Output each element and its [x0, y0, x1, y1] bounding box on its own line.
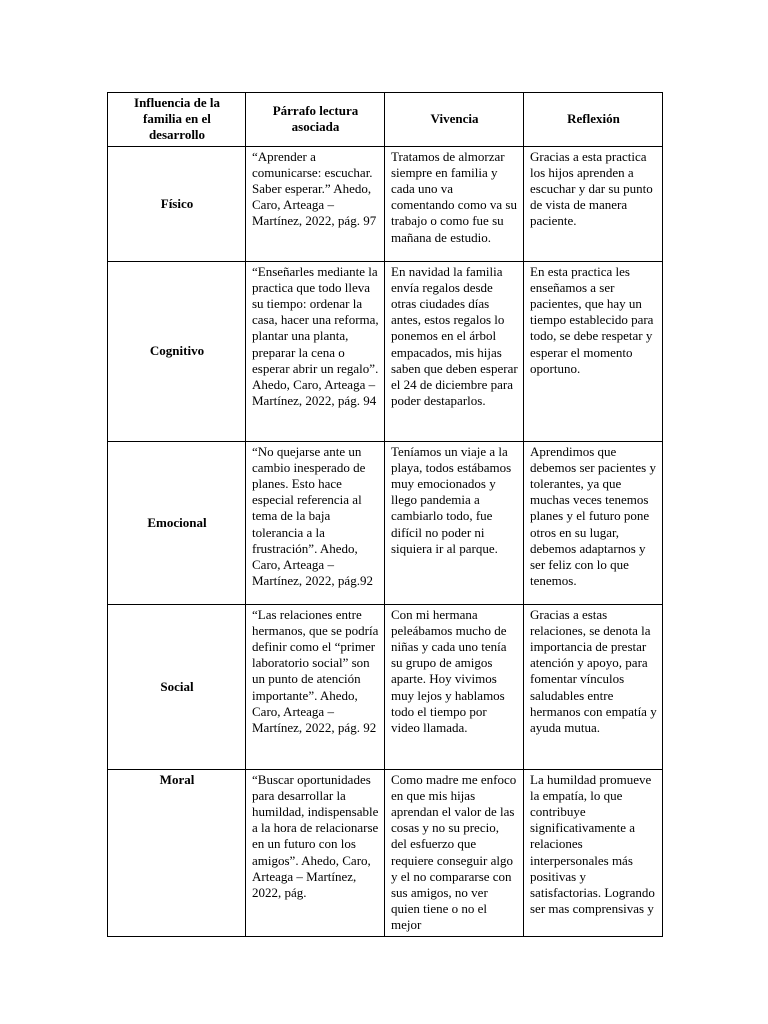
- row-label-social: Social: [108, 604, 246, 769]
- development-influence-table: [107, 92, 663, 937]
- vivencia-cell: Con mi hermana peleábamos mucho de niñas y cada uno tenía su grupo de amigos aparte. Hoy vivimos muy lejos y hablamos todo el tiempo por video llamada.: [385, 604, 524, 769]
- reflexion-cell: Gracias a esta practica los hijos aprenden a escuchar y dar su punto de vista de manera paciente.: [524, 146, 663, 261]
- header-reflexion: Reflexión: [524, 93, 663, 147]
- reflexion-cell: La humildad promueve la empatía, lo que contribuye significativamente a relaciones interpersonales más positivas y satisfactorias. Logrando ser mas comprensivas y: [524, 769, 663, 936]
- vivencia-cell: Como madre me enfoco en que mis hijas aprendan el valor de las cosas y no su precio, del esfuerzo que requiere conseguir algo y el no compararse con sus amigos, no ver quien tiene o no el mejor: [385, 769, 524, 936]
- parrafo-cell: “Buscar oportunidades para desarrollar la humildad, indispensable a la hora de relacionarse en un futuro con los amigos”. Ahedo, Caro, Arteaga – Martínez, 2022, pág.: [246, 769, 385, 936]
- header-influencia: Influencia de la familia en el desarrollo: [108, 93, 246, 147]
- table-row: [108, 604, 663, 769]
- table-header-row: [108, 93, 663, 147]
- table-row: [108, 261, 663, 441]
- row-label-fisico: Físico: [108, 146, 246, 261]
- reflexion-cell: En esta practica les enseñamos a ser pacientes, que hay un tiempo establecido para todo, se debe respetar y esperar el momento oportuno.: [524, 261, 663, 441]
- row-label-moral: Moral: [108, 769, 246, 936]
- header-vivencia: Vivencia: [385, 93, 524, 147]
- row-label-emocional: Emocional: [108, 441, 246, 604]
- vivencia-cell: Tratamos de almorzar siempre en familia y cada uno va comentando como va su trabajo o como fue su mañana de estudio.: [385, 146, 524, 261]
- parrafo-cell: “No quejarse ante un cambio inesperado de planes. Esto hace especial referencia al tema de la baja tolerancia a la frustración”. Ahedo, Caro, Arteaga – Martínez, 2022, pág.92: [246, 441, 385, 604]
- parrafo-cell: “Enseñarles mediante la practica que todo lleva su tiempo: ordenar la casa, hacer una reforma, plantar una planta, preparar la cena o esperar abrir un regalo”. Ahedo, Caro, Arteaga – Martínez, 2022, pág. 94: [246, 261, 385, 441]
- reflexion-cell: Aprendimos que debemos ser pacientes y tolerantes, ya que muchas veces tenemos planes y el futuro pone otros en su lugar, debemos adaptarnos y ser feliz con lo que tenemos.: [524, 441, 663, 604]
- vivencia-cell: Teníamos un viaje a la playa, todos estábamos muy emocionados y llego pandemia a cambiarlo todo, fue difícil no poder ni siquiera ir al parque.: [385, 441, 524, 604]
- reflexion-cell: Gracias a estas relaciones, se denota la importancia de prestar atención y apoyo, para fomentar vínculos saludables entre hermanos con empatía y ayuda mutua.: [524, 604, 663, 769]
- table-row: [108, 441, 663, 604]
- parrafo-cell: “Las relaciones entre hermanos, que se podría definir como el “primer laboratorio social” son un punto de atención importante”. Ahedo, Caro, Arteaga – Martínez, 2022, pág. 92: [246, 604, 385, 769]
- row-label-cognitivo: Cognitivo: [108, 261, 246, 441]
- header-parrafo: Párrafo lectura asociada: [246, 93, 385, 147]
- parrafo-cell: “Aprender a comunicarse: escuchar. Saber esperar.” Ahedo, Caro, Arteaga – Martínez, 2022, pág. 97: [246, 146, 385, 261]
- table-row: [108, 146, 663, 261]
- table-row: [108, 769, 663, 936]
- vivencia-cell: En navidad la familia envía regalos desde otras ciudades días antes, estos regalos lo ponemos en el árbol empacados, mis hijas saben que deben esperar el 24 de diciembre para poder destaparlos.: [385, 261, 524, 441]
